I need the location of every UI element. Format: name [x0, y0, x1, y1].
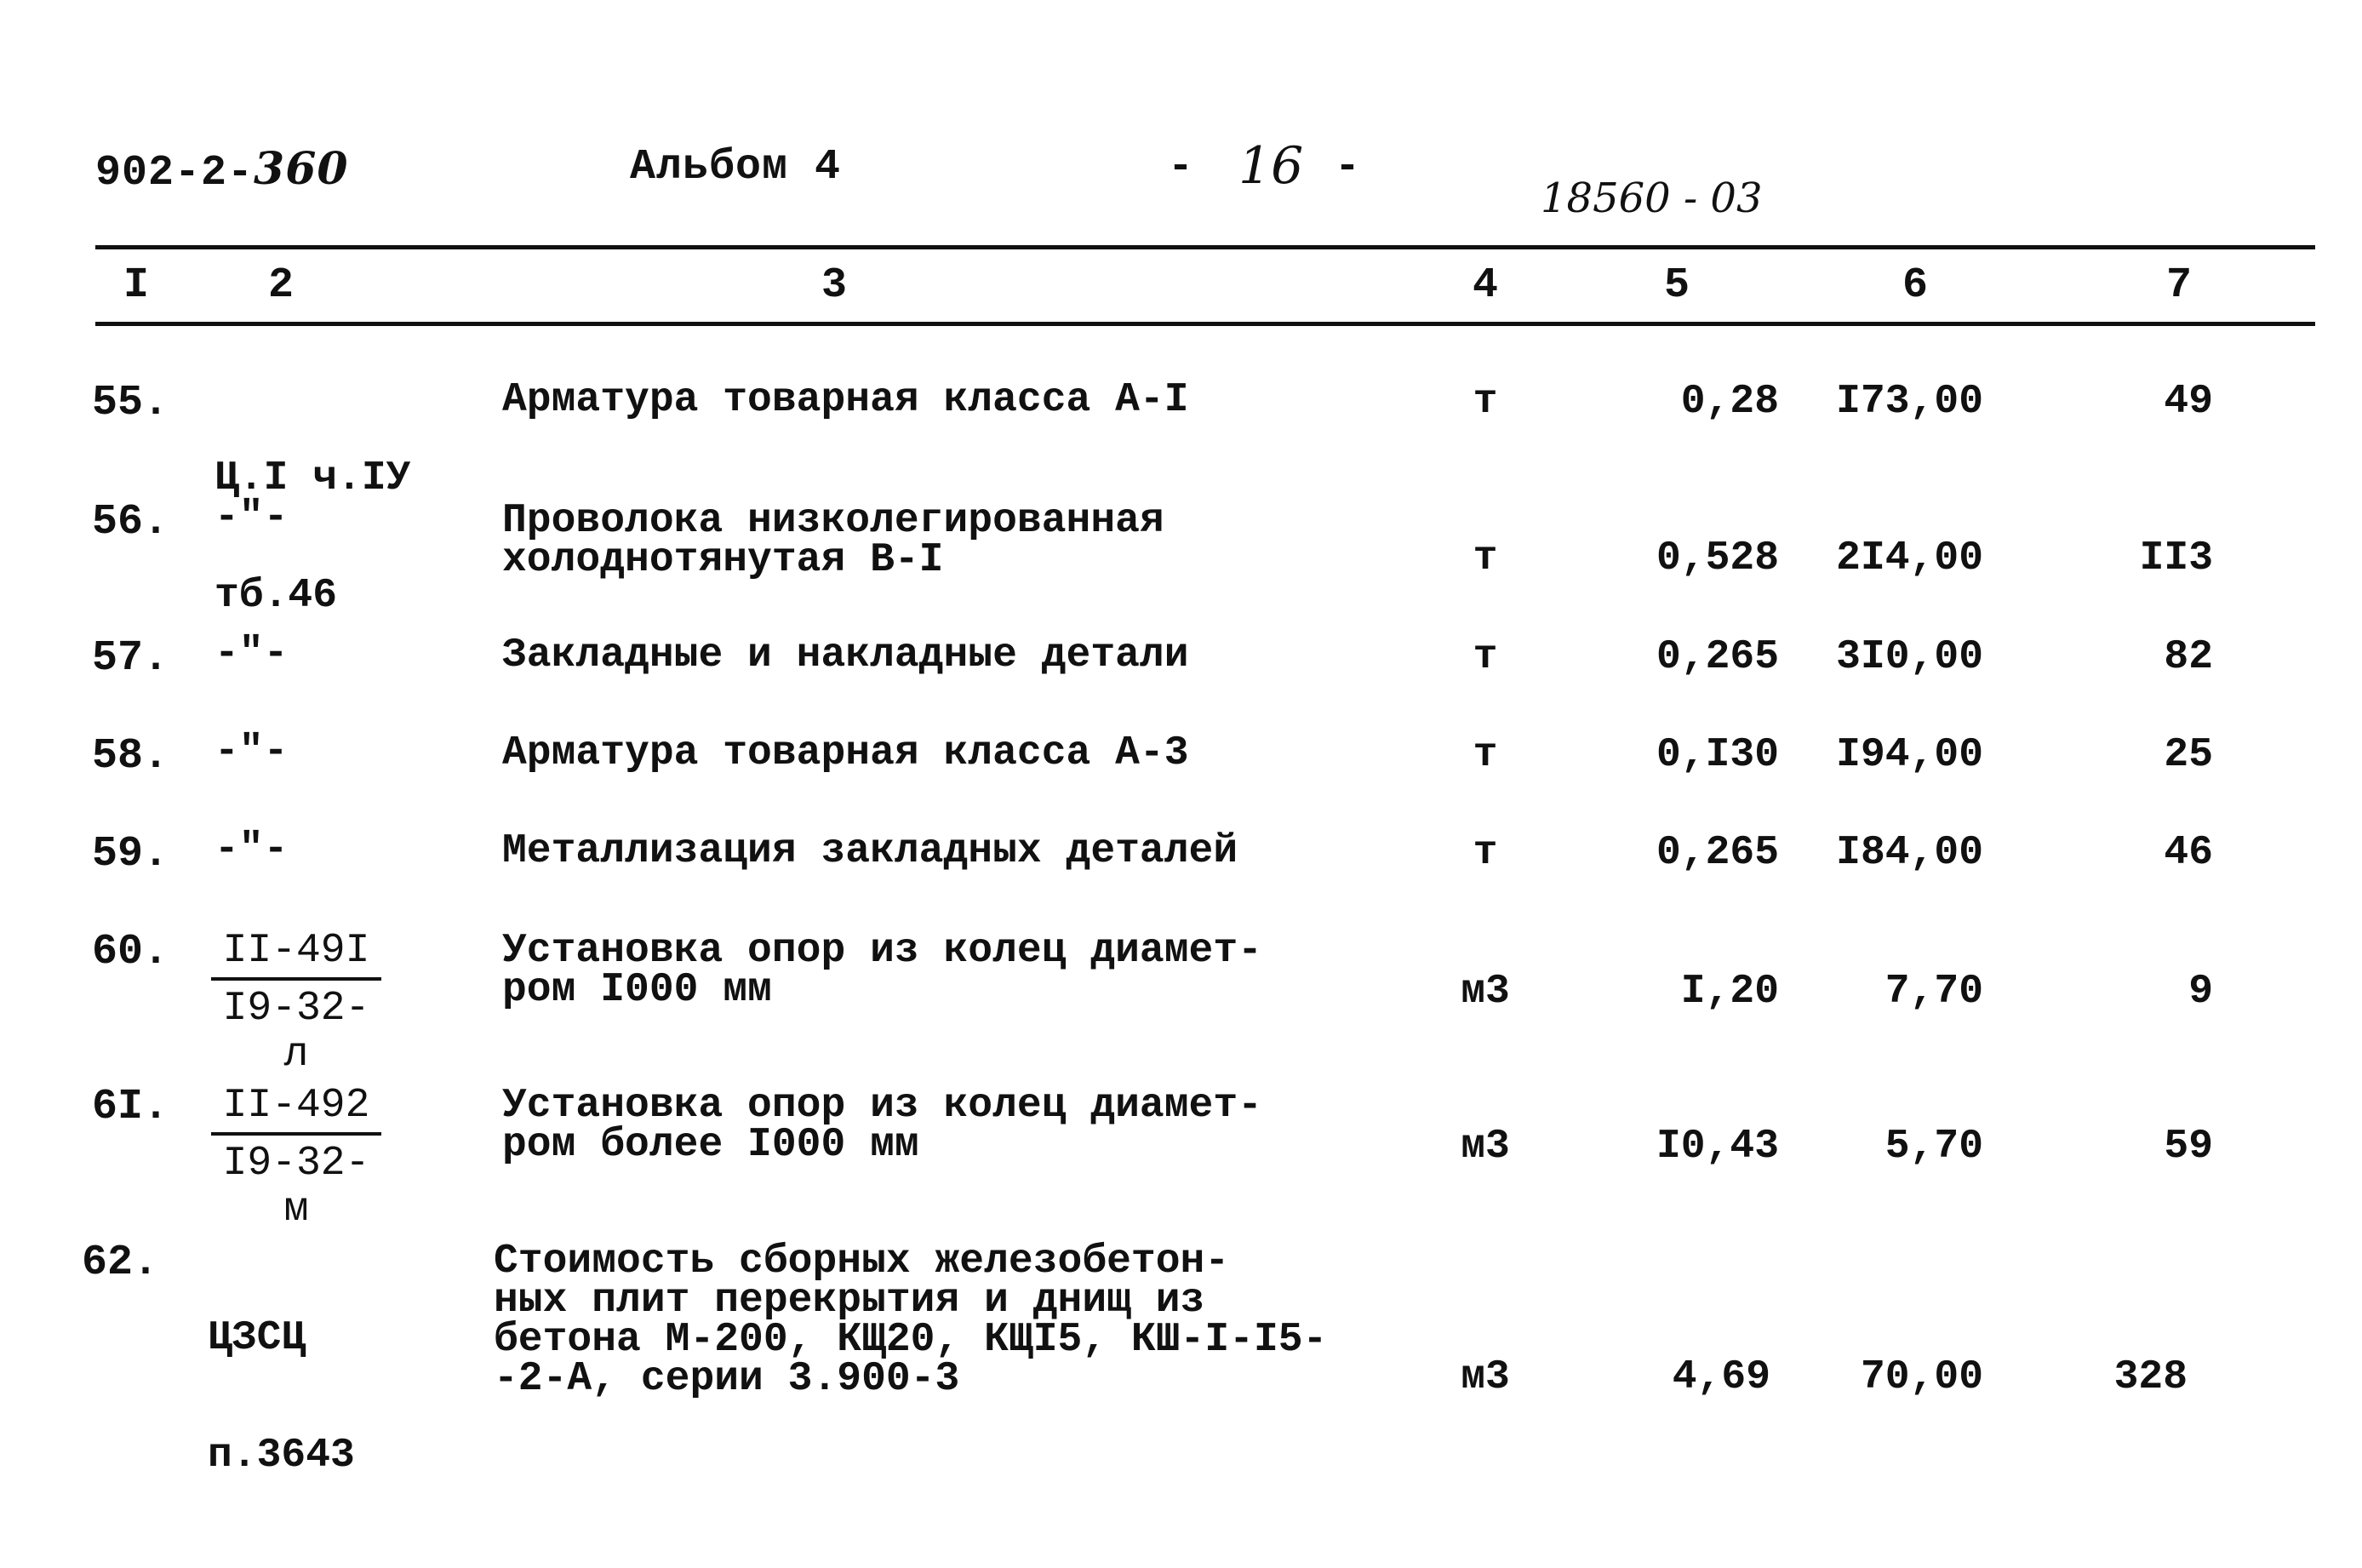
row-price: 70,00	[1860, 1354, 1983, 1400]
row-unit: т	[1473, 732, 1498, 778]
row-number: 57.	[92, 634, 169, 683]
row-description: Арматура товарная класса А-I	[502, 377, 1189, 423]
row-description: Арматура товарная класса А-3	[502, 730, 1189, 776]
document-code	[95, 143, 349, 197]
row-description: Установка опор из колец диамет- ром I000 мм	[502, 928, 1262, 1013]
column-header-1: I	[123, 261, 149, 310]
row-code-fraction	[211, 1083, 381, 1233]
row-quantity: I0,43	[1656, 1124, 1779, 1170]
column-header-2: 2	[267, 261, 294, 310]
row-number: 6I.	[92, 1083, 169, 1131]
page-number: 16	[1238, 136, 1304, 196]
row-unit: м3	[1461, 1124, 1510, 1170]
row-price: 7,70	[1884, 969, 1983, 1015]
row-quantity: 0,265	[1656, 830, 1779, 876]
row-code: -"-	[214, 495, 289, 541]
row-cost: 9	[2188, 969, 2213, 1015]
row-cost: 46	[2164, 830, 2213, 876]
column-header-7: 7	[2165, 261, 2192, 310]
row-code: -"-	[214, 631, 289, 677]
row-unit: м3	[1461, 1354, 1510, 1400]
row-cost: 25	[2164, 732, 2213, 778]
row-code-fraction	[211, 928, 381, 1078]
page-dash-left: -	[1168, 143, 1195, 192]
row-cost: II3	[2139, 535, 2213, 581]
column-header-4: 4	[1472, 261, 1498, 310]
row-unit: м3	[1461, 969, 1510, 1015]
row-unit: т	[1473, 379, 1498, 425]
row-number: 62.	[82, 1239, 159, 1287]
row-code: ЦЗСЦ п.3643	[208, 1315, 355, 1479]
row-cost: 328	[2113, 1354, 2188, 1400]
row-description: Проволока низколегированная холоднотянутая В-I	[502, 498, 1164, 583]
row-description: Металлизация закладных деталей	[502, 828, 1238, 874]
row-description: Закладные и накладные детали	[502, 632, 1189, 678]
row-code-denominator: I9-32-л	[222, 986, 370, 1078]
row-price: I94,00	[1836, 732, 1983, 778]
row-quantity: 0,265	[1656, 634, 1779, 680]
row-code-numerator: II-492	[211, 1083, 381, 1136]
row-code: -"-	[214, 729, 289, 775]
row-unit: т	[1473, 830, 1498, 876]
row-code-denominator: I9-32-м	[222, 1141, 370, 1233]
column-header-6: 6	[1902, 261, 1928, 310]
document-code-handwritten: 360	[254, 143, 349, 195]
document-code-printed: 902-2-	[95, 149, 255, 197]
row-quantity: 0,28	[1680, 379, 1779, 425]
row-code-numerator: II-49I	[211, 928, 381, 981]
row-price: 3I0,00	[1836, 634, 1983, 680]
row-code: -"-	[214, 827, 289, 873]
column-header-5: 5	[1663, 261, 1690, 310]
row-description: Установка опор из колец диамет- ром более I000 мм	[502, 1083, 1262, 1168]
row-unit: т	[1473, 634, 1498, 680]
album-label: Альбом 4	[630, 143, 842, 192]
page-dash-right: -	[1335, 143, 1362, 192]
row-quantity: 0,I30	[1656, 732, 1779, 778]
row-cost: 49	[2164, 379, 2213, 425]
table-header-rule	[95, 322, 2315, 326]
row-number: 59.	[92, 830, 169, 878]
row-quantity: 4,69	[1672, 1354, 1770, 1400]
row-price: I84,00	[1836, 830, 1983, 876]
row-cost: 82	[2164, 634, 2213, 680]
table-top-rule	[95, 245, 2315, 249]
row-code: Ц.I ч.IУ тб.46	[214, 455, 411, 619]
sheet-code: 18560 - 03	[1541, 175, 1763, 222]
row-price: 2I4,00	[1836, 535, 1983, 581]
row-number: 60.	[92, 928, 169, 976]
row-number: 56.	[92, 498, 169, 547]
row-cost: 59	[2164, 1124, 2213, 1170]
row-number: 58.	[92, 732, 169, 781]
row-description: Стоимость сборных железобетон- ных плит перекрытия и днищ из бетона М-200, КЩ20, КЩI5, КШ-I-I5- -2-А, серии 3.900-3	[494, 1239, 1328, 1402]
row-price: I73,00	[1836, 379, 1983, 425]
column-header-3: 3	[821, 261, 847, 310]
row-number: 55.	[92, 379, 169, 427]
row-unit: т	[1473, 535, 1498, 581]
row-quantity: I,20	[1680, 969, 1779, 1015]
row-price: 5,70	[1884, 1124, 1983, 1170]
row-quantity: 0,528	[1656, 535, 1779, 581]
